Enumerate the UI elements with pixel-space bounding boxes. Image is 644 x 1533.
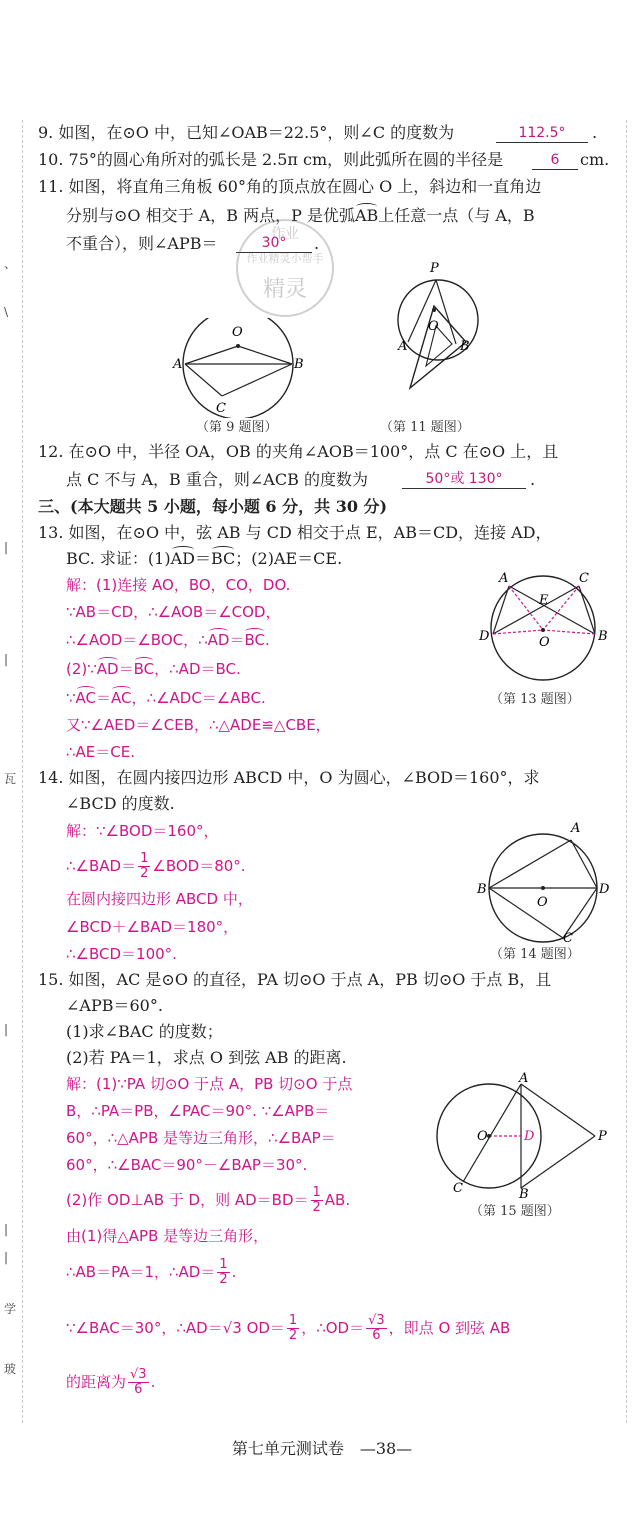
fig14-caption: （第 14 题图） xyxy=(490,947,580,962)
q15-sol5-post: AB. xyxy=(324,1191,351,1209)
q11-line2-post: 上任意一点（与 A，B xyxy=(378,206,535,225)
fig15-label-o: O xyxy=(477,1129,488,1144)
frac-num: 1 xyxy=(288,1313,298,1328)
fig14-label-b: B xyxy=(477,882,487,897)
q13-line1: 13. 如图，在⊙O 中，弦 AB 与 CD 相交于点 E，AB＝CD，连接 AD， xyxy=(38,523,552,542)
q14-sol2-post: ∠BOD＝80°. xyxy=(152,857,246,875)
q15-sol8 xyxy=(66,1314,510,1343)
fraction-one-half xyxy=(138,852,150,881)
q13-sol7: ∴AE＝CE. xyxy=(66,743,136,761)
frac-num: 1 xyxy=(219,1257,228,1272)
margin-char: | xyxy=(4,652,9,666)
fig15-label-a: A xyxy=(519,1072,529,1086)
q15-sol9-post: . xyxy=(150,1373,156,1391)
arc-ad: AD xyxy=(170,549,195,568)
fraction-one-half xyxy=(311,1186,323,1215)
fig9-label-b: B xyxy=(294,357,304,372)
q15-line3: (1)求∠BAC 的度数； xyxy=(66,1022,223,1041)
figure-13 xyxy=(475,570,615,685)
fig14-label-d: D xyxy=(599,882,610,897)
page-footer: 第七单元测试卷 —38— xyxy=(231,1439,413,1458)
q15-sol5 xyxy=(66,1186,350,1215)
q13-sol5-mid: ＝ xyxy=(96,689,112,707)
fig9-label-a: A xyxy=(173,357,183,372)
figure-11 xyxy=(390,258,500,418)
q13-sol5 xyxy=(66,689,266,707)
fig13-label-c: C xyxy=(579,571,589,586)
arc-ab: AB xyxy=(354,206,379,225)
q14-sol2 xyxy=(66,852,246,881)
fraction-root3-over-6 xyxy=(366,1314,387,1343)
arc-ad: AD xyxy=(207,631,230,649)
arc-bc: BC xyxy=(210,549,236,568)
fig9-oa xyxy=(185,346,238,364)
q12-line1: 12. 在⊙O 中，半径 OA，OB 的夹角∠AOB＝100°，点 C 在⊙O 上，且 xyxy=(38,442,559,461)
q13-sol3-mid: ＝ xyxy=(229,631,245,649)
margin-char: 学 xyxy=(4,1302,17,1316)
fig13-caption: （第 13 题图） xyxy=(490,692,580,707)
frac-den: 6 xyxy=(372,1328,381,1343)
frac-num: 1 xyxy=(140,851,149,866)
margin-char: 、 xyxy=(4,257,17,271)
q13-sol1: 解：(1)连接 AO，BO，CO，DO. xyxy=(66,576,291,594)
q15-sol6: 由(1)得△APB 是等边三角形， xyxy=(66,1227,269,1245)
fig11-label-b: B xyxy=(460,339,470,354)
figure-9 xyxy=(170,318,310,418)
q10-answer: 6 xyxy=(532,151,578,170)
watermark-mid: 作业精灵小帮手 xyxy=(246,252,324,265)
frac-num: 1 xyxy=(312,1185,321,1200)
q11-line2-pre: 分别与⊙O 相交于 A，B 两点，P 是优弧 xyxy=(66,206,355,225)
frac-den: 6 xyxy=(134,1382,143,1397)
q15-sol9-pre: 的距离为 xyxy=(66,1373,127,1391)
q15-sol1: 解：(1)∵PA 切⊙O 于点 A，PB 切⊙O 于点 xyxy=(66,1075,353,1093)
fig13-center xyxy=(541,628,545,632)
figure-14 xyxy=(475,818,615,944)
q15-sol8-c: ，即点 O 到弦 AB xyxy=(388,1319,511,1337)
watermark-top: 作业 xyxy=(271,226,299,242)
frac-num: √3 xyxy=(368,1313,385,1328)
fig14-label-o: O xyxy=(537,895,548,910)
fig13-do xyxy=(493,630,543,634)
watermark-bottom: 精灵 xyxy=(262,277,308,302)
q14-sol5: ∴∠BCD＝100°. xyxy=(66,945,177,963)
fig11-caption: （第 11 题图） xyxy=(380,420,470,435)
q14-sol4: ∠BCD＋∠BAD＝180°， xyxy=(66,918,239,936)
q11-line3: 不重合），则∠APB＝ xyxy=(66,234,218,253)
arc-ac: AC xyxy=(75,689,97,707)
frac-den: 2 xyxy=(312,1200,321,1215)
q13-sol5-post: ，∴∠ADC＝∠ABC. xyxy=(131,689,266,707)
arc-bc: BC xyxy=(244,631,265,649)
fig11-label-p: P xyxy=(430,261,439,276)
q13-sol3-post: . xyxy=(265,631,270,649)
fig9-label-o: O xyxy=(232,325,243,340)
q14-sol2-pre: ∴∠BAD＝ xyxy=(66,857,137,875)
fig9-ob xyxy=(238,346,292,364)
fig15-caption: （第 15 题图） xyxy=(470,1204,560,1219)
q15-sol4: 60°，∴∠BAC＝90°－∠BAP＝30°. xyxy=(66,1156,308,1174)
fig11-center xyxy=(432,308,436,312)
fig15-label-d: D xyxy=(524,1129,535,1144)
q13-sol4-pre: (2)∵ xyxy=(66,660,97,678)
q15-sol8-a: ∵∠BAC＝30°，∴AD＝√3 OD＝ xyxy=(66,1319,285,1337)
fig13-cd xyxy=(493,586,579,634)
margin-char: 瓦 xyxy=(4,772,17,786)
q11-answer: 30° xyxy=(236,234,312,253)
watermark-stamp xyxy=(215,210,355,320)
q12-tail: . xyxy=(530,470,536,489)
q12-answer: 50°或 130° xyxy=(402,470,526,489)
q11-tail: . xyxy=(314,234,320,253)
fig9-caption: （第 9 题图） xyxy=(196,420,278,435)
margin-char: 玻 xyxy=(4,1362,17,1376)
fig9-label-c: C xyxy=(216,401,226,416)
frac-den: 2 xyxy=(288,1328,298,1343)
arc-ad: AD xyxy=(96,660,119,678)
frac-num: √3 xyxy=(130,1367,147,1382)
q10-text: 10. 75°的圆心角所对的弧长是 2.5π cm，则此弧所在圆的半径是 xyxy=(38,150,504,169)
q13-sol4 xyxy=(66,660,241,678)
fig14-bc xyxy=(489,888,563,938)
fig11-label-a: A xyxy=(398,339,408,354)
q13-sol3-pre: ∴∠AOD＝∠BOC，∴ xyxy=(66,631,208,649)
fig15-label-b: B xyxy=(519,1187,529,1198)
q14-sol1: 解：∵∠BOD＝160°， xyxy=(66,822,219,840)
q13-sol4-post: ，∴AD＝BC. xyxy=(154,660,241,678)
margin-char: | xyxy=(4,1222,9,1236)
q13-sol6: 又∵∠AED＝∠CEB，∴△ADE≌△CBE， xyxy=(66,716,331,734)
q13-line2-pre: BC. 求证：(1) xyxy=(66,549,171,568)
q15-sol9 xyxy=(66,1368,155,1397)
q15-line4: (2)若 PA＝1，求点 O 到弦 AB 的距离. xyxy=(66,1048,347,1067)
q15-sol2: B，∴PA＝PB，∠PAC＝90°. ∵∠APB＝ xyxy=(66,1102,330,1120)
q12-line2: 点 C 不与 A，B 重合，则∠ACB 的度数为 xyxy=(66,470,368,489)
q9-text: 9. 如图，在⊙O 中，已知∠OAB＝22.5°，则∠C 的度数为 xyxy=(38,123,455,142)
q15-sol3: 60°，∴△APB 是等边三角形，∴∠BAP＝ xyxy=(66,1129,336,1147)
arc-bc: BC xyxy=(133,660,155,678)
margin-char: \ xyxy=(4,305,9,319)
q13-sol3 xyxy=(66,631,270,649)
q13-sol2: ∵AB＝CD，∴∠AOB＝∠COD， xyxy=(66,603,281,621)
fig13-label-e: E xyxy=(539,593,549,608)
q9-tail: . xyxy=(592,123,598,142)
fig14-ba xyxy=(489,840,571,888)
margin-char: | xyxy=(4,1250,9,1264)
fig11-label-o: O xyxy=(428,319,439,334)
fraction-root3-over-6 xyxy=(128,1368,149,1397)
fig13-label-o: O xyxy=(539,635,550,650)
q14-line1: 14. 如图，在圆内接四边形 ABCD 中，O 为圆心，∠BOD＝160°，求 xyxy=(38,768,540,787)
q10-tail: cm. xyxy=(580,150,610,169)
q15-sol7 xyxy=(66,1258,236,1287)
q13-sol4-mid: ＝ xyxy=(118,660,134,678)
fig13-bo xyxy=(543,630,595,634)
margin-char: | xyxy=(4,1022,9,1036)
q9-answer: 112.5° xyxy=(496,124,588,143)
q14-sol3: 在圆内接四边形 ABCD 中， xyxy=(66,890,253,908)
frac-den: 2 xyxy=(219,1272,228,1287)
q13-sol5-pre: ∵ xyxy=(66,689,76,707)
binding-line-left xyxy=(22,120,23,1423)
fig9-bc xyxy=(222,364,292,396)
binding-line-right xyxy=(626,120,627,1423)
fig14-label-c: C xyxy=(563,931,573,944)
fig14-ad xyxy=(571,840,597,888)
fraction-one-half xyxy=(287,1314,299,1343)
section-3-heading: 三、(本大题共 5 小题，每小题 6 分，共 30 分) xyxy=(38,497,388,516)
fig14-center xyxy=(541,886,545,890)
q13-line2 xyxy=(66,549,342,569)
fig14-label-a: A xyxy=(571,821,581,836)
q15-sol8-b: ，∴OD＝ xyxy=(301,1319,365,1337)
q15-sol7-post: . xyxy=(231,1263,237,1281)
q13-line2-mid: ＝ xyxy=(194,549,211,568)
q15-sol7-pre: ∴AB＝PA＝1，∴AD＝ xyxy=(66,1263,216,1281)
fig15-ac xyxy=(463,1084,521,1182)
q15-sol5-pre: (2)作 OD⊥AB 于 D，则 AD＝BD＝ xyxy=(66,1191,309,1209)
fig13-label-b: B xyxy=(598,629,608,644)
q14-line2: ∠BCD 的度数. xyxy=(66,794,175,813)
fig13-label-d: D xyxy=(479,629,490,644)
fig13-ao xyxy=(509,586,543,630)
fig15-label-c: C xyxy=(453,1181,463,1196)
figure-15 xyxy=(435,1072,615,1198)
fig9-center xyxy=(236,344,240,348)
margin-char: | xyxy=(4,540,9,554)
fig15-label-p: P xyxy=(598,1129,607,1144)
q15-line1: 15. 如图，AC 是⊙O 的直径，PA 切⊙O 于点 A，PB 切⊙O 于点 B，且 xyxy=(38,970,552,989)
fig13-label-a: A xyxy=(499,571,509,586)
arc-ac: AC xyxy=(111,689,132,707)
q15-line2: ∠APB＝60°. xyxy=(66,996,163,1015)
fraction-one-half xyxy=(217,1258,229,1287)
frac-den: 2 xyxy=(140,866,149,881)
q11-line1: 11. 如图，将直角三角板 60°角的顶点放在圆心 O 上，斜边和一直角边 xyxy=(38,177,542,196)
q13-line2-post: ；(2)AE＝CE. xyxy=(235,549,343,568)
